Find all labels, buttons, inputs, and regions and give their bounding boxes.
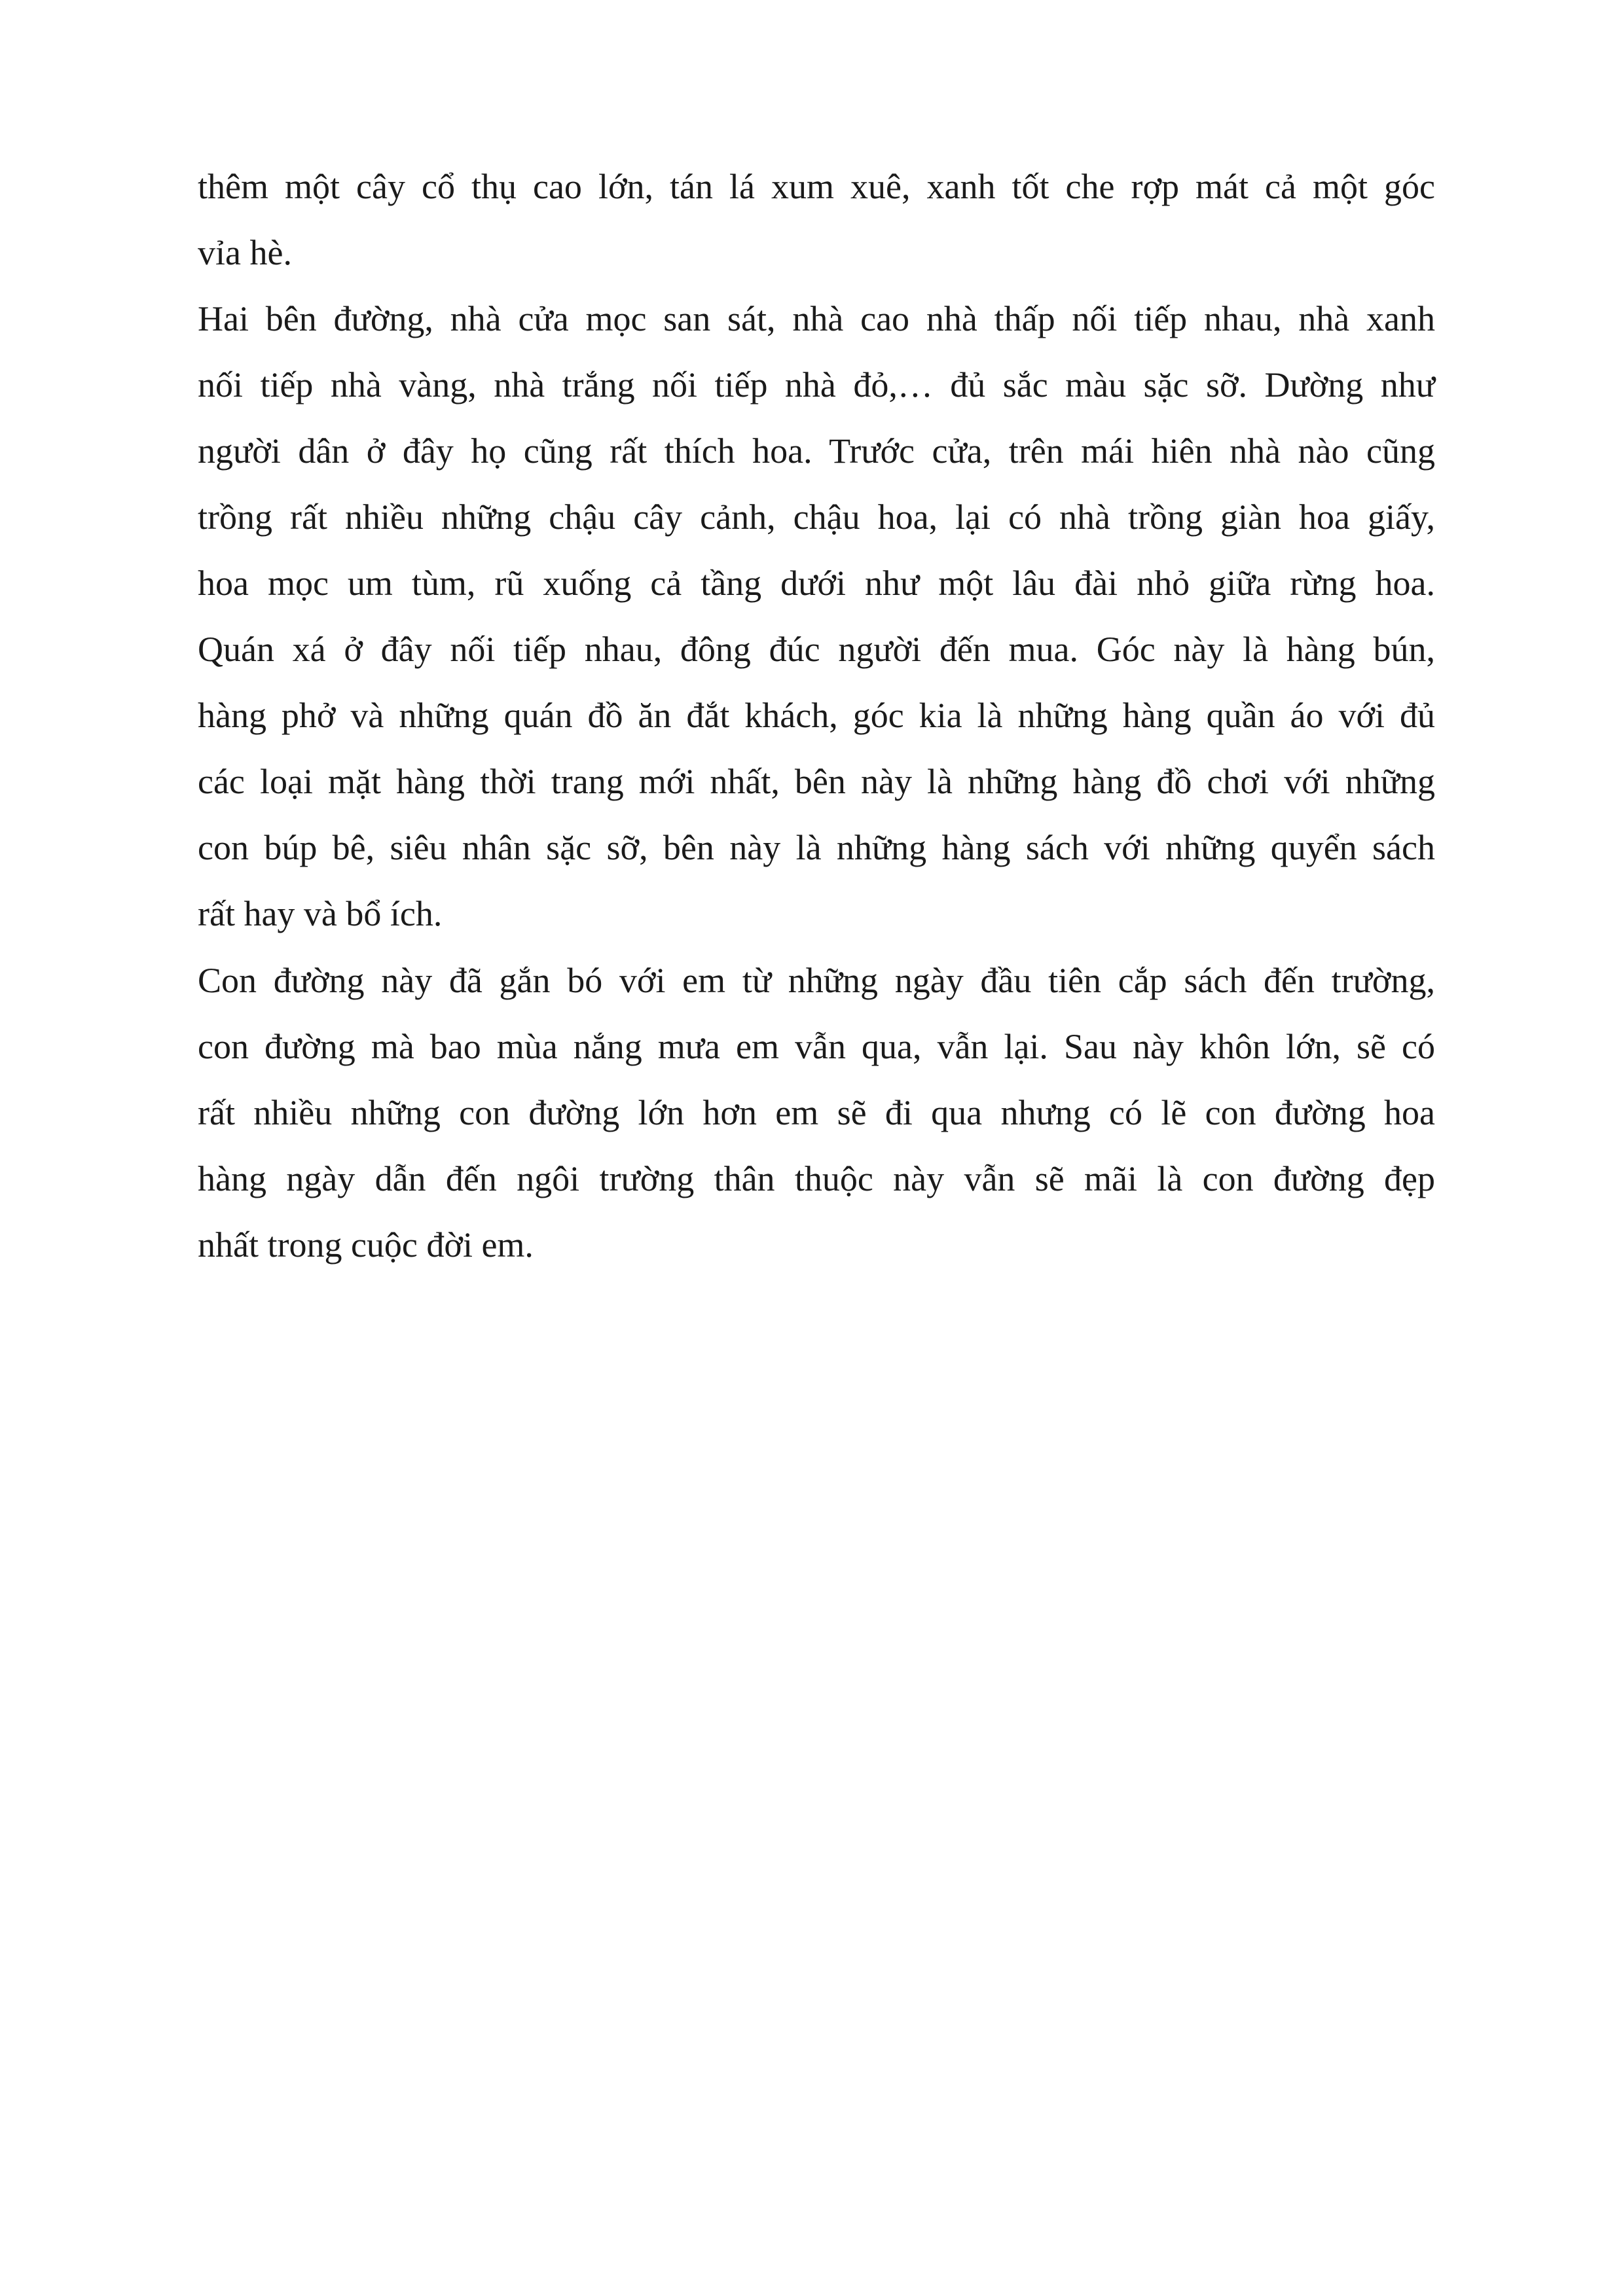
paragraph-line: vỉa hè. <box>198 233 292 272</box>
paragraph-tree-on-sidewalk <box>198 154 1435 286</box>
paragraph-line: các loại mặt hàng thời trang mới nhất, bên này là những hàng đồ chơi với những <box>198 762 1435 801</box>
paragraph-line: nhất trong cuộc đời em. <box>198 1225 534 1265</box>
paragraph-line: thêm một cây cổ thụ cao lớn, tán lá xum xuê, xanh tốt che rợp mát cả một góc <box>198 167 1435 206</box>
paragraph-line: rất hay và bổ ích. <box>198 894 443 933</box>
paragraph-line: rất nhiều những con đường lớn hơn em sẽ đi qua nhưng có lẽ con đường hoa <box>198 1093 1435 1132</box>
paragraph-line: con đường mà bao mùa nắng mưa em vẫn qua, vẫn lại. Sau này khôn lớn, sẽ có <box>198 1027 1435 1066</box>
paragraph-houses-and-shops <box>198 286 1435 947</box>
paragraph-line: Hai bên đường, nhà cửa mọc san sát, nhà cao nhà thấp nối tiếp nhau, nhà xanh <box>198 299 1435 338</box>
paragraph-line: người dân ở đây họ cũng rất thích hoa. Trước cửa, trên mái hiên nhà nào cũng <box>198 431 1435 471</box>
paragraph-line: Quán xá ở đây nối tiếp nhau, đông đúc người đến mua. Góc này là hàng bún, <box>198 630 1435 669</box>
paragraph-line: hoa mọc um tùm, rũ xuống cả tầng dưới như một lâu đài nhỏ giữa rừng hoa. <box>198 564 1435 603</box>
paragraph-line: hàng phở và những quán đồ ăn đắt khách, góc kia là những hàng quần áo với đủ <box>198 696 1435 735</box>
paragraph-line: nối tiếp nhà vàng, nhà trắng nối tiếp nhà đỏ,… đủ sắc màu sặc sỡ. Dường như <box>198 365 1435 404</box>
paragraph-line: trồng rất nhiều những chậu cây cảnh, chậu hoa, lại có nhà trồng giàn hoa giấy, <box>198 497 1435 537</box>
paragraph-conclusion <box>198 948 1435 1278</box>
paragraph-line: con búp bê, siêu nhân sặc sỡ, bên này là những hàng sách với những quyển sách <box>198 828 1435 867</box>
paragraph-line: Con đường này đã gắn bó với em từ những ngày đầu tiên cắp sách đến trường, <box>198 961 1435 1000</box>
paragraph-line: hàng ngày dẫn đến ngôi trường thân thuộc này vẫn sẽ mãi là con đường đẹp <box>198 1159 1435 1198</box>
